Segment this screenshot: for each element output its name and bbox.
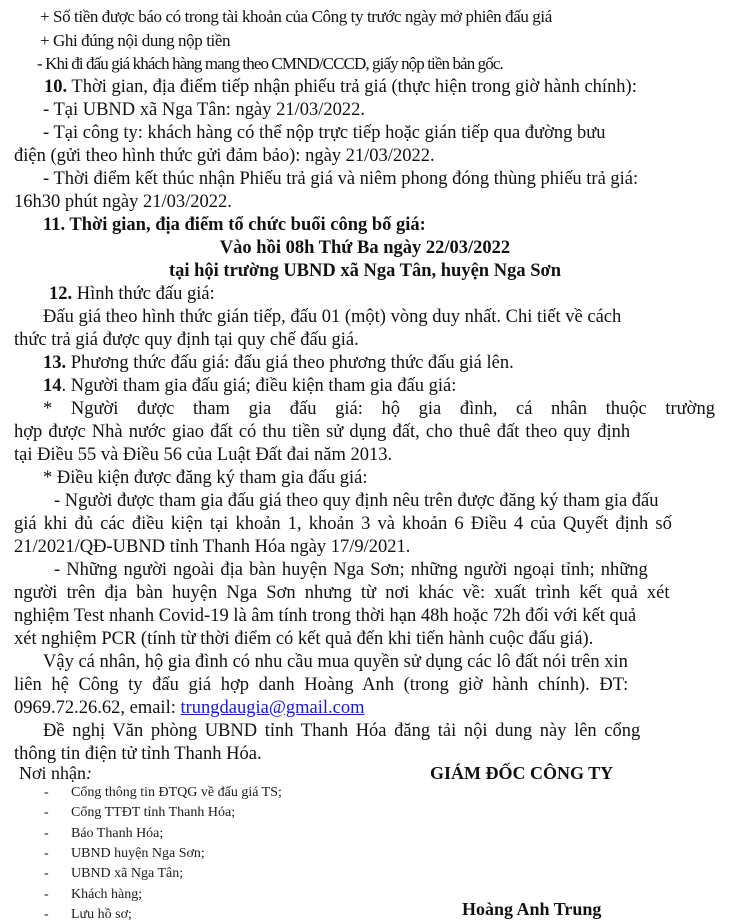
section-13-number: 13. (43, 353, 67, 373)
recipients-label-text: Nơi nhận (19, 763, 87, 783)
list-dash: - (44, 826, 49, 841)
section-10-number: 10. (44, 77, 68, 97)
list-dash: - (44, 805, 49, 820)
list-dash: - (44, 907, 49, 922)
recipients-label (19, 762, 92, 784)
deposit-condition-1: + Số tiền được báo có trong tài khoản của Công ty trước ngày mở phiên đấu giá (40, 7, 552, 26)
publication-request: Đề nghị Văn phòng UBND tỉnh Thanh Hóa đăng tải nội dung này lên cổng (43, 721, 641, 741)
receipt-at-company-text: - Tại công ty: khách hàng có thể nộp trực tiếp hoặc gián tiếp qua đường bưu (43, 123, 606, 143)
registration-condition-1: - Người được tham gia đấu giá theo quy định nêu trên được đăng ký tham gia đấu (54, 491, 659, 511)
list-dash: - (44, 866, 49, 881)
section-11-heading: 11. Thời gian, địa điểm tổ chức buổi công bố giá: (43, 215, 426, 235)
deposit-condition-2: + Ghi đúng nội dung nộp tiền (40, 31, 231, 50)
eligible-participants-cont-2: tại Điều 55 và Điều 56 của Luật Đất đai năm 2013. (14, 445, 393, 465)
section-12-heading (49, 283, 215, 305)
section-12-text: Hình thức đấu giá: (72, 284, 215, 304)
eligible-participants-cont-1: hợp được Nhà nước giao đất có thu tiền sử dụng đất, cho thuê đất theo quy định (14, 422, 631, 442)
recipient-item: Cổng TTĐT tỉnh Thanh Hóa; (71, 805, 236, 820)
receipt-end-time-cont: 16h30 phút ngày 21/03/2022. (14, 192, 232, 212)
id-requirement: - Khi đi đấu giá khách hàng mang theo CMND/CCCD, giấy nộp tiền bản gốc. (37, 54, 503, 73)
section-12-number: 12. (49, 284, 73, 304)
recipient-item: Báo Thanh Hóa; (71, 826, 164, 841)
announcement-place: tại hội trường UBND xã Nga Tân, huyện Nga Sơn (168, 261, 562, 281)
section-13-text: Phương thức đấu giá: đấu giá theo phương thức đấu giá lên. (66, 353, 514, 373)
announcement-time: Vào hồi 08h Thứ Ba ngày 22/03/2022 (219, 238, 511, 258)
registration-condition-2-cont-3: xét nghiệm PCR (tính từ thời điểm có kết quả đến khi tiến hành cuộc đấu giá). (14, 629, 594, 649)
contact-phone-email (14, 697, 365, 719)
recipient-item: Cổng thông tin ĐTQG về đấu giá TS; (71, 785, 282, 800)
list-dash: - (44, 785, 49, 800)
auction-form-detail-cont: thức trả giá được quy định tại quy chế đấu giá. (14, 330, 359, 350)
recipient-item: UBND xã Nga Tân; (71, 866, 184, 881)
section-14-heading (43, 375, 456, 397)
list-dash: - (44, 887, 49, 902)
contact-paragraph-cont: liên hệ Công ty đấu giá hợp danh Hoàng Anh (trong giờ hành chính). ĐT: (14, 675, 629, 695)
contact-phone: 0969.72.26.62, email: (14, 698, 181, 718)
auction-form-detail: Đấu giá theo hình thức gián tiếp, đấu 01 (một) vòng duy nhất. Chi tiết về cách (43, 307, 622, 327)
receipt-end-time: - Thời điểm kết thúc nhận Phiếu trả giá và niêm phong đóng thùng phiếu trả giá: (43, 169, 639, 189)
email-link[interactable]: trungdaugia@gmail.com (180, 698, 365, 718)
registration-condition-2-cont-2: nghiệm Test nhanh Covid-19 là âm tính trong thời hạn 48h hoặc 72h đối với kết quả (14, 606, 637, 626)
section-14-number: 14 (43, 376, 62, 396)
section-10-heading (44, 76, 637, 98)
receipt-at-commune: - Tại UBND xã Nga Tân: ngày 21/03/2022. (43, 100, 365, 120)
section-10-text: Thời gian, địa điểm tiếp nhận phiếu trả giá (thực hiện trong giờ hành chính): (67, 77, 637, 97)
registration-condition-2: - Những người ngoài địa bàn huyện Nga Sơn; những người ngoại tỉnh; những (54, 560, 648, 580)
registration-condition-1-cont-2: 21/2021/QĐ-UBND tỉnh Thanh Hóa ngày 17/9/2021. (14, 537, 411, 557)
recipient-item: Khách hàng; (71, 887, 143, 902)
publication-request-cont: thông tin điện tử tỉnh Thanh Hóa. (14, 744, 262, 764)
registration-condition-1-cont: giá khi đủ các điều kiện tại khoản 1, khoản 3 và khoản 6 Điều 4 của Quyết định số (14, 514, 672, 534)
signature-title: GIÁM ĐỐC CÔNG TY (430, 763, 614, 783)
receipt-at-company-cont: điện (gửi theo hình thức gửi đảm bảo): ngày 21/03/2022. (14, 146, 435, 166)
signature-name: Hoàng Anh Trung (462, 899, 602, 919)
registration-condition-2-cont-1: người trên địa bàn huyện Nga Sơn nhưng từ nơi khác về: xuất trình kết quả xét (14, 583, 670, 603)
list-dash: - (44, 846, 49, 861)
registration-conditions-heading: * Điều kiện được đăng ký tham gia đấu giá: (43, 468, 368, 488)
recipients-label-colon: : (86, 763, 93, 783)
eligible-participants: * Người được tham gia đấu giá: hộ gia đình, cá nhân thuộc trường (43, 399, 715, 419)
recipient-item: Lưu hồ sơ; (71, 907, 132, 922)
contact-paragraph: Vậy cá nhân, hộ gia đình có nhu cầu mua quyền sử dụng các lô đất nói trên xin (43, 652, 628, 672)
section-14-text: . Người tham gia đấu giá; điều kiện tham gia đấu giá: (61, 376, 457, 396)
receipt-at-company (43, 122, 606, 144)
section-13-heading (43, 352, 514, 374)
recipient-item: UBND huyện Nga Sơn; (71, 846, 205, 861)
